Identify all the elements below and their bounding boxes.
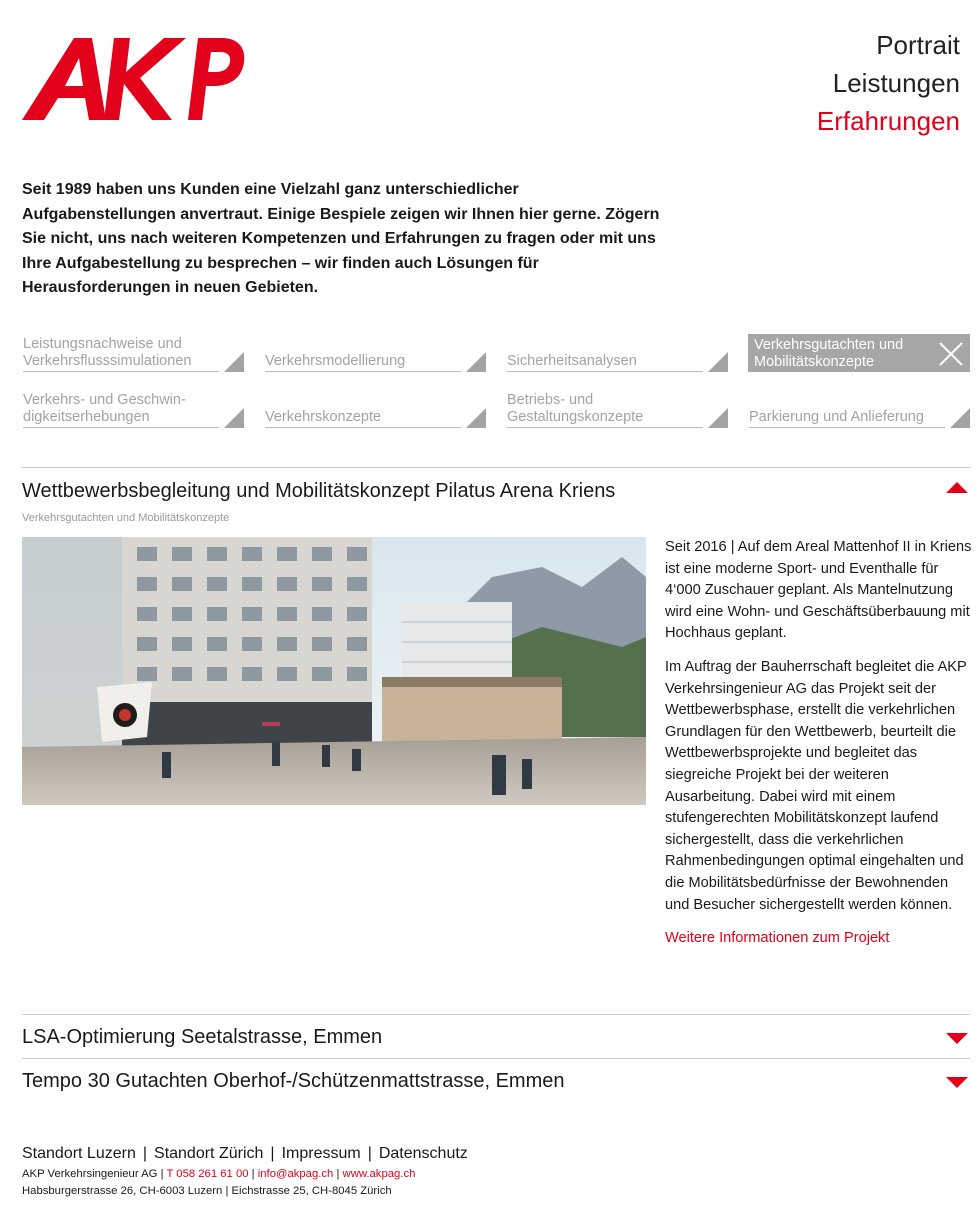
corner-arrow-icon (708, 352, 728, 372)
project-header-tempo-30[interactable] (22, 1058, 970, 1102)
filter-parkierung[interactable] (748, 390, 970, 428)
description-paragraph: Seit 2016 | Auf dem Areal Mattenhof II in Kriens ist eine moderne Sport- und Eventhalle für 4‘000 Zuschauer geplant. Als Mantelnutzung wird eine Wohn- und Geschäftsüberbauung mit Hochhaus geplant. (665, 539, 972, 642)
corner-arrow-icon (466, 352, 486, 372)
filter-label: Sicherheitsanalysen (507, 334, 703, 372)
company-name: AKP Verkehrsingenieur AG (22, 1168, 158, 1180)
project-header-pilatus-arena[interactable] (22, 467, 970, 513)
footer-links: Standort Luzern | Standort Zürich | Impressum | Datenschutz (22, 1145, 468, 1162)
corner-arrow-icon (224, 408, 244, 428)
footer-link-zuerich[interactable]: Standort Zürich (154, 1145, 264, 1162)
nav-leistungen[interactable]: Leistungen (832, 68, 960, 98)
akp-logo[interactable] (22, 38, 246, 120)
project-title: Wettbewerbsbegleitung und Mobilitätskonzept Pilatus Arena Kriens (22, 480, 616, 502)
collapse-arrow-icon[interactable] (946, 482, 968, 493)
filter-verkehrsgutachten-active[interactable] (748, 334, 970, 372)
filter-label: Betriebs- und Gestaltungskonzepte (507, 390, 703, 428)
project-title: Tempo 30 Gutachten Oberhof-/Schützenmattstrasse, Emmen (22, 1070, 565, 1092)
filter-leistungsnachweise[interactable] (22, 334, 244, 372)
project-description (665, 537, 975, 962)
filter-label: Leistungsnachweise und Verkehrsflusssimulationen (23, 334, 219, 372)
corner-arrow-icon (950, 408, 970, 428)
filter-label: Parkierung und Anlieferung (749, 390, 945, 428)
footer-link-impressum[interactable]: Impressum (281, 1145, 361, 1162)
project-category: Verkehrsgutachten und Mobilitätskonzepte (22, 512, 230, 524)
filter-label: Verkehrs- und Geschwin-digkeitserhebungen (23, 390, 219, 428)
project-title: LSA-Optimierung Seetalstrasse, Emmen (22, 1026, 383, 1048)
corner-arrow-icon (466, 408, 486, 428)
filter-label: Verkehrsgutachten und Mobilitätskonzepte (754, 337, 904, 370)
intro-text: Seit 1989 haben uns Kunden eine Vielzahl ganz unterschiedlicher Aufgabenstellungen anvertraut. Einige Bespiele zeigen wir Ihnen hier gerne. Zögern Sie nicht, uns nach weiteren Kompetenzen und Erfahrungen zu fragen oder mit uns Ihre Aufgabestellung zu besprechen – wir finden auch Lösungen für Herausforderungen in neuen Gebieten. (22, 181, 660, 297)
filter-grid (22, 334, 970, 446)
main-nav (817, 26, 960, 140)
nav-portrait[interactable]: Portrait (876, 30, 960, 60)
project-image (22, 537, 646, 805)
nav-erfahrungen[interactable]: Erfahrungen (816, 106, 960, 136)
filter-sicherheitsanalysen[interactable] (506, 334, 728, 372)
project-header-lsa-optimierung[interactable] (22, 1014, 970, 1058)
website-link[interactable]: www.akpag.ch (342, 1168, 416, 1180)
filter-verkehrsmodellierung[interactable] (264, 334, 486, 372)
filter-verkehrskonzepte[interactable] (264, 390, 486, 428)
phone-link[interactable]: T 058 261 61 00 (166, 1168, 249, 1180)
filter-erhebungen[interactable] (22, 390, 244, 428)
corner-arrow-icon (708, 408, 728, 428)
footer-address: Habsburgerstrasse 26, CH-6003 Luzern | Eichstrasse 25, CH-8045 Zürich (22, 1185, 392, 1197)
expand-arrow-icon[interactable] (946, 1077, 968, 1088)
filter-betriebskonzepte[interactable] (506, 390, 728, 428)
email-link[interactable]: info@akpag.ch (257, 1168, 334, 1180)
expand-arrow-icon[interactable] (946, 1033, 968, 1044)
close-icon[interactable] (938, 341, 964, 367)
footer-contact: AKP Verkehrsingenieur AG | T 058 261 61 00 | info@akpag.ch | www.akpag.ch (22, 1168, 416, 1180)
description-paragraph: Im Auftrag der Bauherrschaft begleitet die AKP Verkehrsingenieur AG das Projekt seit der Wettbewerbsphase, erstellt die verkehrlichen Grundlagen für den Wettbewerb, beurteilt die Wettbewerbsprojekte und begleitet das siegreiche Projekt bei der weiteren Ausarbeitung. Dabei wird mit einem stufengerechten Mobilitätskonzept laufend sichergestellt, dass die verkehrlichen Rahmenbedingungen optimal eingehalten und die Mobilitätsbedürfnisse der Bewohnenden und Besucher sichergestellt werden können. (665, 658, 967, 913)
more-info-link[interactable]: Weitere Informationen zum Projekt (665, 930, 890, 947)
corner-arrow-icon (224, 352, 244, 372)
footer-link-datenschutz[interactable]: Datenschutz (378, 1145, 468, 1162)
filter-label: Verkehrsmodellierung (265, 334, 461, 372)
footer-link-luzern[interactable]: Standort Luzern (22, 1145, 136, 1162)
filter-label: Verkehrskonzepte (265, 390, 461, 428)
